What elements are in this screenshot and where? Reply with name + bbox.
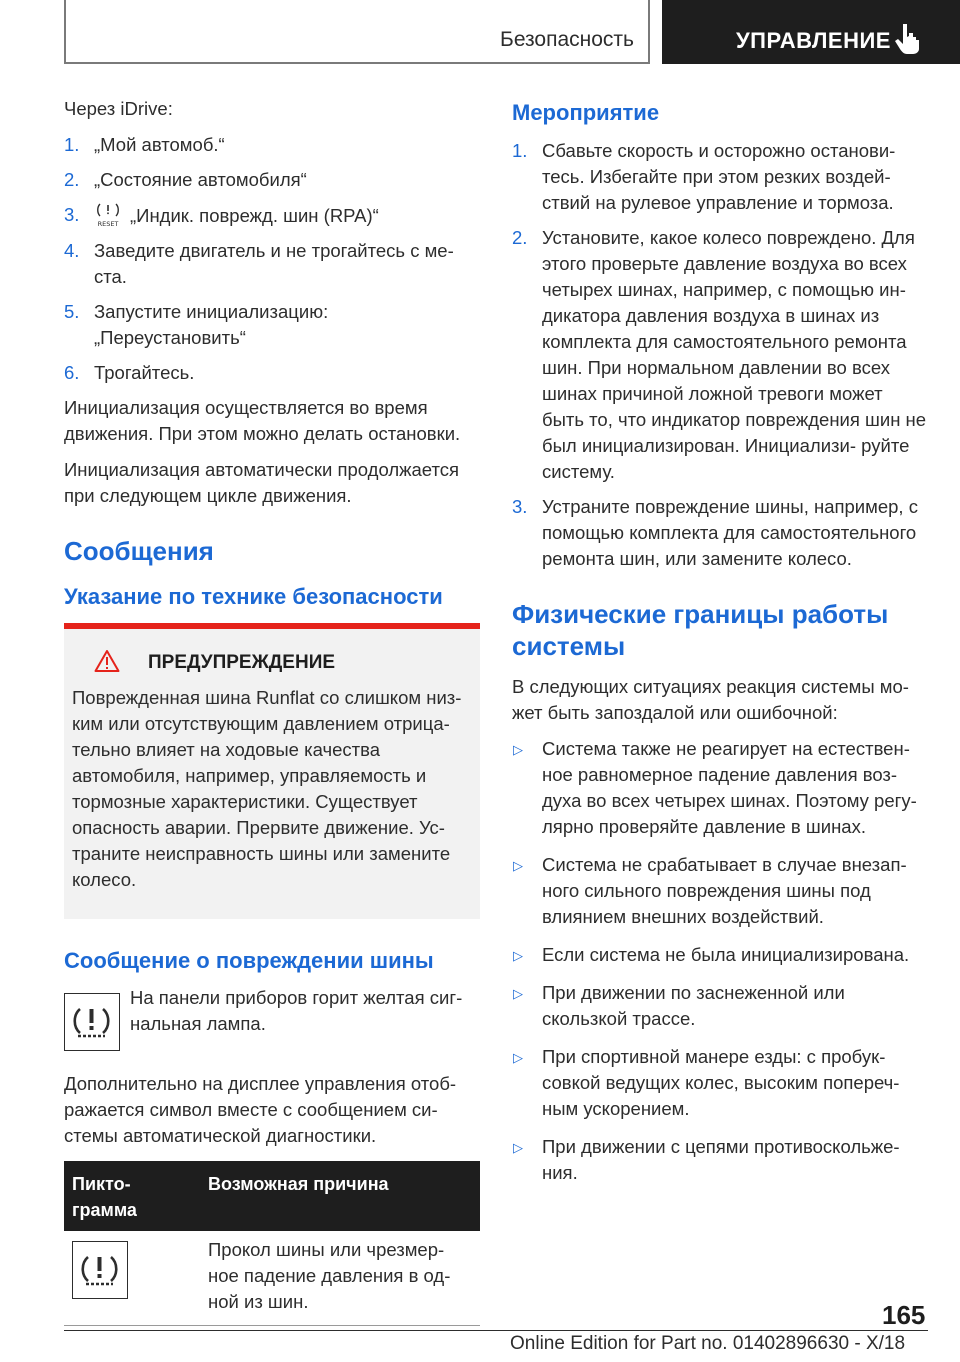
header-chapter-title: УПРАВЛЕНИЕ xyxy=(736,28,891,53)
list-item xyxy=(512,980,928,1032)
warning-box xyxy=(64,629,480,919)
measure-steps-list xyxy=(512,138,928,572)
header-section-tab xyxy=(64,0,650,64)
warning-text: Поврежденная шина Runflat со слишком низ- ким или отсутствующим давлением отрица- тельно влияет на ходовые качества автомобиля, например, управляемость и тормозные характеристики. Существует опасность аварии. Прервите движение. Ус- траните неисправность шины или замените колесо. xyxy=(72,687,462,890)
header-chapter-tab xyxy=(662,0,960,64)
step-number: 2. xyxy=(64,169,80,190)
list-item xyxy=(512,942,928,968)
step-number: 6. xyxy=(64,362,80,383)
list-item xyxy=(512,736,928,840)
bullet-triangle-icon: ▷ xyxy=(513,742,523,757)
list-item xyxy=(512,852,928,930)
idrive-intro: Через iDrive: xyxy=(64,98,173,119)
step-text: Установите, какое колесо повреждено. Для этого проверьте давление воздуха во всех четырех шинах, например, с помощью ин- дикатора давления воздуха в шинах из комплекта для самостоятельного ремонта шин. При нормальном давлении во всех шинах причиной ложной тревоги может быть то, что индикатор повреждения шин не был инициализирован. Инициализи- руйте систему. xyxy=(542,227,927,482)
limits-intro: В следующих ситуациях реакция системы мо- жет быть запоздалой или ошибочной: xyxy=(512,676,909,723)
header-section-title: Безопасность xyxy=(500,28,634,51)
bullet-text: Система также не реагирует на естествен- ное равномерное падение давления воз- духа во всех четырех шинах. Поэтому регу- лярно проверяйте давление в шинах. xyxy=(542,738,917,837)
list-item xyxy=(64,238,480,290)
init-steps-list xyxy=(64,132,480,386)
tire-pressure-warning-icon xyxy=(64,993,120,1051)
list-item xyxy=(512,1044,928,1122)
tpms-reset-icon xyxy=(94,202,122,226)
step-number: 2. xyxy=(512,227,528,248)
step-number: 3. xyxy=(512,496,528,517)
bullet-triangle-icon: ▷ xyxy=(513,948,523,963)
table-header-pictogram: Пикто- грамма xyxy=(64,1161,200,1231)
limits-heading: Физические границы работы системы xyxy=(512,599,889,661)
table-cell-cause: Прокол шины или чрезмер- ное падение давления в од- ной из шин. xyxy=(200,1231,480,1326)
step-text: „Мой автомоб.“ xyxy=(94,134,225,155)
bullet-text: Система не срабатывает в случае внезап- ного сильного повреждения шины под влиянием внешних воздействий. xyxy=(542,854,907,927)
page-number: 165 xyxy=(882,1300,926,1330)
bullet-triangle-icon: ▷ xyxy=(513,1050,523,1065)
footer-edition: Online Edition for Part no. 01402896630 - X/18 xyxy=(510,1333,906,1354)
step-text: „Индик. поврежд. шин (RPA)“ xyxy=(130,205,379,226)
lamp-text: На панели приборов горит желтая сиг- нальная лампа. xyxy=(130,987,463,1034)
footer-divider xyxy=(64,1330,928,1331)
step-number: 3. xyxy=(64,204,80,225)
display-paragraph: Дополнительно на дисплее управления отоб- ражается символ вместе с сообщением си- стемы автоматической диагностики. xyxy=(64,1073,457,1146)
table-cell-icon xyxy=(64,1231,200,1326)
list-item xyxy=(64,360,480,386)
table-header-row xyxy=(64,1161,480,1231)
step-text: Заведите двигатель и не трогайтесь с ме- ста. xyxy=(94,240,454,287)
init-paragraph: Инициализация осуществляется во время движения. При этом можно делать остановки. xyxy=(64,397,461,444)
step-text: Трогайтесь. xyxy=(94,362,195,383)
list-item xyxy=(512,1134,928,1186)
tire-message-heading: Сообщение о повреждении шины xyxy=(64,948,434,973)
hand-pointer-icon xyxy=(894,22,924,54)
list-item xyxy=(64,132,480,158)
step-number: 1. xyxy=(64,134,80,155)
bullet-text: При движении с цепями противоскольже- ния. xyxy=(542,1136,900,1183)
warning-triangle-icon xyxy=(94,649,120,673)
table-header-cause: Возможная причина xyxy=(200,1161,480,1231)
bullet-text: Если система не была инициализирована. xyxy=(542,944,910,965)
list-item xyxy=(64,299,480,351)
left-column xyxy=(64,96,480,1326)
step-text: Устраните повреждение шины, например, с помощью комплекта для самостоятельного ремонта шин, или замените колесо. xyxy=(542,496,918,569)
lamp-row xyxy=(64,985,480,1055)
list-item xyxy=(64,167,480,193)
step-number: 5. xyxy=(64,301,80,322)
init-continue-paragraph: Инициализация автоматически продолжается при следующем цикле движения. xyxy=(64,459,460,506)
table-row xyxy=(64,1231,480,1326)
bullet-triangle-icon: ▷ xyxy=(513,858,523,873)
list-item xyxy=(64,202,480,229)
cause-table xyxy=(64,1161,480,1326)
safety-heading: Указание по технике безопасности xyxy=(64,584,443,609)
step-text: Сбавьте скорость и осторожно останови- тесь. Избегайте при этом резких воздей- ствий на рулевое управление и тормоза. xyxy=(542,140,896,213)
list-item xyxy=(512,225,928,485)
step-number: 1. xyxy=(512,140,528,161)
step-text: Запустите инициализацию: „Переустановить“ xyxy=(94,301,329,348)
limits-bullet-list xyxy=(512,736,928,1186)
warning-title-row xyxy=(72,649,472,679)
svg-text:RESET: RESET xyxy=(97,220,119,228)
step-number: 4. xyxy=(64,240,80,261)
warning-title: ПРЕДУПРЕЖДЕНИЕ xyxy=(148,652,336,673)
measure-heading: Мероприятие xyxy=(512,100,660,125)
bullet-text: При движении по заснеженной или скользкой трассе. xyxy=(542,982,845,1029)
bullet-text: При спортивной манере езды: с пробук- совкой ведущих колес, высоким попереч- ным ускорением. xyxy=(542,1046,900,1119)
list-item xyxy=(512,494,928,572)
messages-heading: Сообщения xyxy=(64,536,214,566)
list-item xyxy=(512,138,928,216)
tire-pressure-warning-icon xyxy=(72,1241,128,1299)
bullet-triangle-icon: ▷ xyxy=(513,1140,523,1155)
step-text: „Состояние автомобиля“ xyxy=(94,169,307,190)
bullet-triangle-icon: ▷ xyxy=(513,986,523,1001)
right-column xyxy=(512,96,928,1198)
